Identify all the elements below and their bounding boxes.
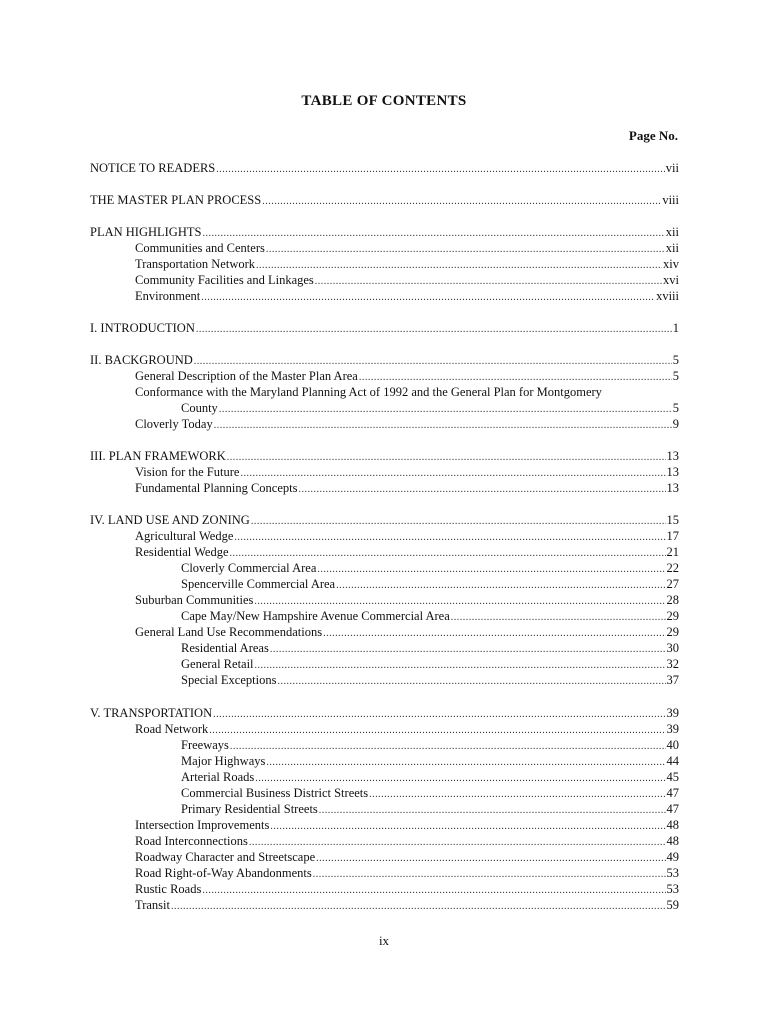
dot-leader <box>201 290 655 306</box>
toc-entry-page: 13 <box>666 481 679 495</box>
toc-entry-page: vii <box>665 161 679 175</box>
toc-entry[interactable] <box>90 192 679 210</box>
toc-entry-label: Cape May/New Hampshire Avenue Commercial Area <box>181 609 450 623</box>
toc-entry[interactable] <box>90 480 679 498</box>
toc-entry-page: 32 <box>666 657 679 671</box>
dot-leader <box>171 899 666 915</box>
toc-entry-label-line[interactable]: Conformance with the Maryland Planning Act of 1992 and the General Plan for Montgomery <box>135 385 602 399</box>
dot-leader <box>298 482 665 498</box>
toc-entry-label: Community Facilities and Linkages <box>135 273 314 287</box>
toc-entry-page: 29 <box>666 625 679 639</box>
toc-entry-page: xii <box>665 225 679 239</box>
toc-entry-page: 29 <box>666 609 679 623</box>
toc-entry-label: Primary Residential Streets <box>181 802 318 816</box>
toc-entry-page: 21 <box>666 545 679 559</box>
toc-entry-label: Commercial Business District Streets <box>181 786 369 800</box>
toc-entry-page: 48 <box>666 818 679 832</box>
dot-leader <box>214 418 672 434</box>
toc-entry-label: V. TRANSPORTATION <box>90 706 213 720</box>
toc-entry-page: 39 <box>666 722 679 736</box>
toc-entry[interactable] <box>90 672 679 690</box>
toc-entry[interactable] <box>90 416 679 434</box>
toc-entry-label: General Retail <box>181 657 254 671</box>
toc-entry-page: xviii <box>656 289 679 303</box>
toc-entry-page: 9 <box>672 417 679 431</box>
toc-entry-label: General Land Use Recommendations <box>135 625 323 639</box>
toc-entry-page: 15 <box>666 513 679 527</box>
toc-entry-page: 49 <box>666 850 679 864</box>
toc-entry-page: 28 <box>666 593 679 607</box>
toc-entry-label: General Description of the Master Plan Area <box>135 369 358 383</box>
toc-entry-page: xiv <box>663 257 679 271</box>
toc-entry-label: Cloverly Commercial Area <box>181 561 317 575</box>
toc-entry-label: Transportation Network <box>135 257 256 271</box>
dot-leader <box>196 322 672 338</box>
toc-entry-label: THE MASTER PLAN PROCESS <box>90 193 262 207</box>
toc-entry-page: viii <box>662 193 679 207</box>
toc-entry-label: Arterial Roads <box>181 770 255 784</box>
toc-entry-label: Transit <box>135 898 170 912</box>
toc-entry[interactable] <box>90 897 679 915</box>
toc-entry-label: NOTICE TO READERS <box>90 161 216 175</box>
toc-entry[interactable] <box>90 160 679 178</box>
toc-entry-page: 17 <box>666 529 679 543</box>
toc-entry-label: Intersection Improvements <box>135 818 270 832</box>
toc-entry-page: 53 <box>666 882 679 896</box>
document-title: TABLE OF CONTENTS <box>301 93 467 109</box>
toc-entry-label: Road Network <box>135 722 209 736</box>
toc-entry-label: Fundamental Planning Concepts <box>135 481 298 495</box>
toc-entry-page: xii <box>665 241 679 255</box>
toc-entry-page: 44 <box>666 754 679 768</box>
toc-entry-page: 5 <box>672 353 679 367</box>
toc-entry-page: 5 <box>672 369 679 383</box>
toc-entry-label: Roadway Character and Streetscape <box>135 850 316 864</box>
toc-entry-page: 27 <box>666 577 679 591</box>
toc-entry-label: Cloverly Today <box>135 417 213 431</box>
toc-entry-label: Residential Areas <box>181 641 269 655</box>
toc-entry-page: 13 <box>666 449 679 463</box>
toc-entry-page: 45 <box>666 770 679 784</box>
toc-entry-page: 5 <box>672 401 679 415</box>
toc-entry-page: 37 <box>666 673 679 687</box>
toc-entry-page: 22 <box>666 561 679 575</box>
toc-entry[interactable] <box>90 320 679 338</box>
toc-entry-page: 13 <box>666 465 679 479</box>
toc-entry-label: III. PLAN FRAMEWORK <box>90 449 226 463</box>
toc-entry-label: Communities and Centers <box>135 241 265 255</box>
toc-entry-label: Rustic Roads <box>135 882 202 896</box>
toc-entry-page: 47 <box>666 802 679 816</box>
toc-entry-label: Road Right-of-Way Abandonments <box>135 866 312 880</box>
toc-entry-label: Vision for the Future <box>135 465 240 479</box>
page-number-header: Page No. <box>628 128 678 143</box>
toc-entry-label: Environment <box>135 289 201 303</box>
dot-leader <box>216 162 665 178</box>
toc-entry-label: Spencerville Commercial Area <box>181 577 336 591</box>
toc-entry-page: 30 <box>666 641 679 655</box>
toc-entry-label: Special Exceptions <box>181 673 277 687</box>
toc-entry-label: PLAN HIGHLIGHTS <box>90 225 202 239</box>
toc-entry-label: Suburban Communities <box>135 593 254 607</box>
toc-entry-page: 39 <box>666 706 679 720</box>
toc-entry-page: 47 <box>666 786 679 800</box>
page-footer-number: ix <box>378 933 390 948</box>
toc-entry-page: 48 <box>666 834 679 848</box>
toc-entry-page: 40 <box>666 738 679 752</box>
toc-entry-label: Major Highways <box>181 754 266 768</box>
dot-leader <box>262 194 661 210</box>
dot-leader <box>277 674 665 690</box>
toc-entry-label: County <box>181 401 218 415</box>
toc-entry-label: Freeways <box>181 738 229 752</box>
toc-entry-label: IV. LAND USE AND ZONING <box>90 513 250 527</box>
toc-entry[interactable] <box>90 288 679 306</box>
toc-entry-label: Agricultural Wedge <box>135 529 234 543</box>
toc-entry-page: xvi <box>663 273 679 287</box>
toc-entry-label: I. INTRODUCTION <box>90 321 195 335</box>
toc-entry-label: Road Interconnections <box>135 834 248 848</box>
toc-entry-label: Residential Wedge <box>135 545 229 559</box>
toc-entry-page: 53 <box>666 866 679 880</box>
toc-entry-page: 1 <box>672 321 679 335</box>
toc-entry-label: II. BACKGROUND <box>90 353 193 367</box>
toc-entry-page: 59 <box>666 898 679 912</box>
